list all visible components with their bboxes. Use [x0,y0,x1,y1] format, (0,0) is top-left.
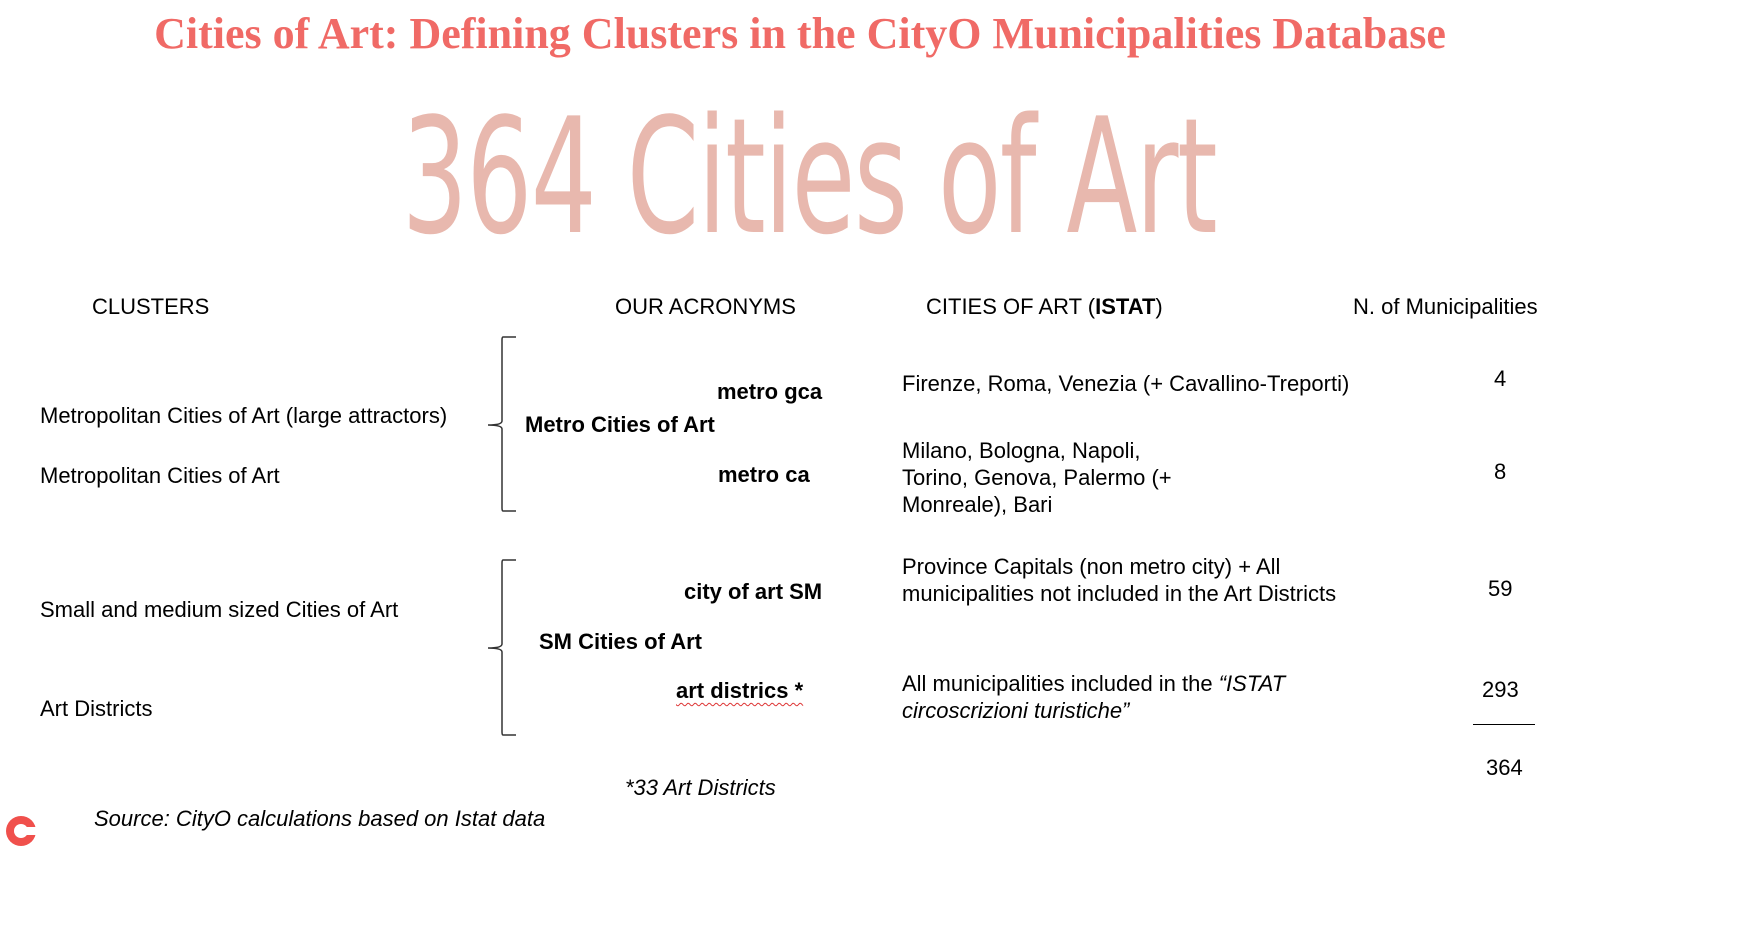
cluster-label: Art Districts [40,696,153,721]
cityo-logo-icon [6,816,36,846]
acronym: metro ca [718,462,810,487]
count-value: 59 [1488,576,1513,601]
acronym: metro gca [717,379,823,404]
page-title: Cities of Art: Defining Clusters in the CityO Municipalities Database [154,9,1446,58]
acronym: city of art SM [684,579,823,604]
cluster-label: Small and medium sized Cities of Art [40,597,399,622]
istat-desc-plain: All municipalities included in the [902,671,1219,696]
istat-desc: Province Capitals (non metro city) + All municipalities not included in the Art Districts [902,554,1337,606]
header-istat [926,294,1163,320]
headline: 364 Cities of Art [401,83,1217,270]
acronym-art-districts: art districs * [676,678,804,703]
header-istat-bold: ISTAT [1095,294,1156,319]
group-metro: Metro Cities of Art [525,412,715,437]
cluster-label: Metropolitan Cities of Art [40,463,280,488]
count-value: 8 [1494,459,1507,484]
brace-sm [485,559,520,739]
footnote: *33 Art Districts [625,775,776,800]
istat-desc: Milano, Bologna, Napoli, Torino, Genova, Palermo (+ Monreale), Bari [902,438,1172,517]
istat-desc: Firenze, Roma, Venezia (+ Cavallino-Treporti) [902,371,1350,396]
header-acronyms: OUR ACRONYMS [615,294,796,319]
header-istat-suffix: ) [1155,294,1163,319]
count-total: 364 [1486,755,1523,780]
header-istat-prefix: CITIES OF ART ( [926,294,1096,319]
istat-desc-italic: “ISTAT circoscrizioni turistiche” [902,671,1286,723]
count-value: 293 [1482,677,1519,702]
istat-desc [902,670,1322,724]
brace-metro [485,336,520,514]
header-clusters: CLUSTERS [92,294,210,319]
count-value: 4 [1494,366,1507,391]
acronym [676,678,803,704]
sum-divider [1473,724,1535,725]
cluster-label: Metropolitan Cities of Art (large attractors) [40,403,448,428]
header-count: N. of Municipalities [1353,294,1538,319]
source-note: Source: CityO calculations based on Istat data [94,806,546,831]
group-sm: SM Cities of Art [539,629,702,654]
